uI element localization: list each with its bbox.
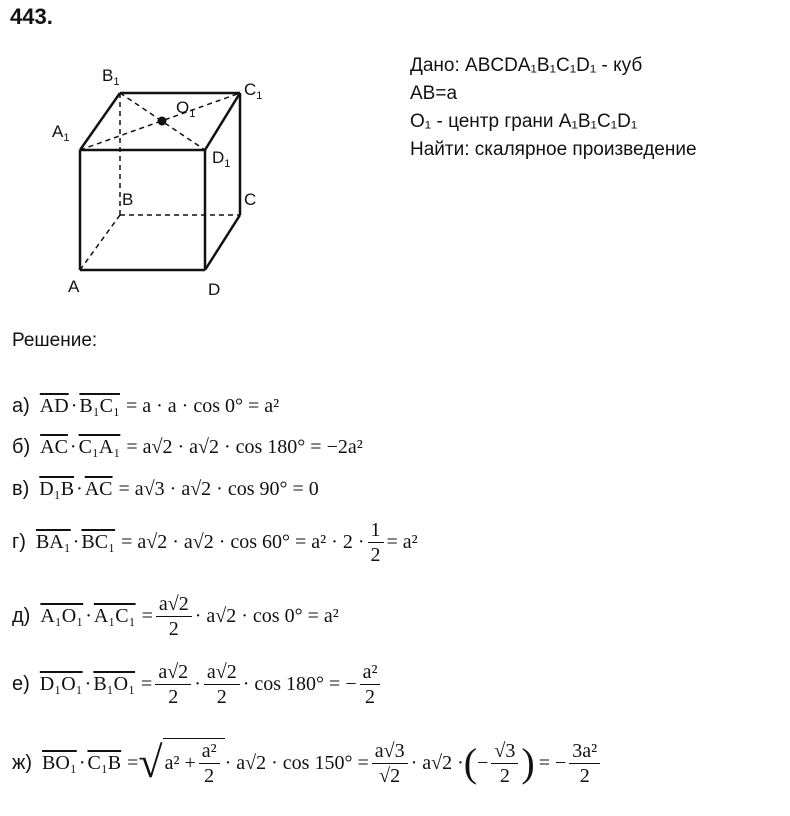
cube-figure (40, 55, 280, 310)
numerator: a√2 (155, 660, 191, 685)
solution-g: ж) BO₁ · C₁B = √ a² + $\frac{\text{a²}}{2}$ · a√2 · cos 150° = $\frac{a√3}{√2}$ · a√2 · ( − $\frac{√3}{2}$ ) = − $\frac{\text{3a²}}{2}$ (12, 738, 603, 788)
label-d-item: г) (12, 531, 26, 553)
vector-1: $\overline{AD}$ (39, 395, 69, 417)
numerator: 1 (368, 518, 384, 543)
edge-a1b1 (80, 93, 120, 150)
edge-c1d1 (205, 93, 240, 150)
label-c-item: в) (12, 478, 30, 500)
fraction-3 (360, 660, 381, 709)
problem-number: 443. (10, 4, 53, 29)
label-a-item: а) (12, 395, 30, 417)
denominator: 2 (168, 618, 179, 640)
fraction-2 (491, 739, 518, 788)
label-a: A (68, 277, 80, 296)
equals: = (141, 605, 153, 627)
numerator: 3a² (569, 739, 600, 764)
expression-part-3: = − (538, 751, 567, 774)
label-o1: $O_1$ (176, 98, 196, 120)
label-d1: $D_1$ (212, 148, 231, 170)
given-line-2: AB=a (410, 83, 458, 104)
vector-1: BA₁ (35, 531, 71, 553)
label-e-item: д) (12, 605, 31, 627)
vector-2: $\overline{AC}$ (84, 478, 113, 500)
solution-d: г) BA₁ · BC₁ = a√2 · a√2 · cos 60° = a² · 2 · $\frac{1}{2}$ = a² (12, 519, 418, 566)
solution-c: в) D₁B · $\overline{AC}$ = a√3 · a√2 · cos 90° = 0 (12, 478, 319, 500)
equals: = (141, 673, 153, 695)
expression-part-1: = a√2 · a√2 · cos 60° = a² · 2 · (121, 531, 365, 553)
point-o1 (158, 117, 167, 126)
denominator: 2 (370, 544, 381, 566)
denominator: 2 (168, 686, 179, 708)
given-line-4: Найти: скалярное произведение (410, 139, 697, 160)
label-b: B (122, 190, 134, 209)
vector-1: $\overline{AC}$ (40, 436, 68, 458)
radicand-fraction (199, 739, 220, 788)
fraction (156, 592, 192, 641)
radical-sign: √ (138, 738, 163, 787)
expression: = a√2 · a√2 · cos 180° = −2a² (126, 436, 363, 458)
vector-2: C₁A₁ (78, 436, 121, 458)
solution-e: д) A₁O₁ · A₁C₁ = $\frac{a√2}{2}$ · a√2 · cos 0° = a² (12, 593, 339, 640)
radicand (163, 738, 225, 788)
vector-2: C₁B (87, 751, 122, 774)
expression-part-1: · a√2 · cos 150° = (224, 751, 369, 774)
label-c: C (244, 190, 257, 209)
numerator: a√2 (204, 660, 240, 685)
vector-1: A₁O₁ (40, 605, 84, 627)
denominator: √2 (379, 764, 401, 787)
numerator: a√2 (156, 592, 192, 617)
right-paren: ) (521, 740, 535, 785)
solution-a: а) $\overline{AD}$ · B₁C₁ = a · a · cos 0° = a² (12, 395, 280, 417)
label-d: D (208, 280, 221, 299)
label-c1: $C_1$ (244, 80, 263, 102)
expression: = a√3 · a√2 · cos 90° = 0 (118, 478, 319, 500)
fraction (368, 518, 384, 567)
label-b-item: б) (12, 436, 31, 458)
edge-ab (80, 215, 120, 270)
denominator: 2 (216, 686, 227, 708)
numerator: √3 (491, 739, 518, 764)
expression: · a√2 · cos 0° = a² (194, 605, 339, 627)
label-f-item: е) (12, 673, 30, 695)
fraction-1 (155, 660, 191, 709)
solution-f: е) D₁O₁ · B₁O₁ = $\frac{a√2}{2}$ · $\frac{a√2}{2}$ · cos 180° = − $\frac{\text{a²}}{2}$ (12, 660, 383, 709)
denominator: 2 (579, 764, 590, 787)
radicand-term: a² + (164, 752, 196, 774)
given-line-3: O₁ - центр грани A₁B₁C₁D₁ (410, 111, 638, 132)
expression-part-2: · a√2 · (410, 751, 464, 774)
vector-1: D₁O₁ (39, 673, 83, 695)
vector-2: BC₁ (81, 531, 116, 553)
left-paren: ( (463, 740, 478, 785)
vector-1: BO₁ (42, 751, 77, 774)
minus-sign: − (477, 751, 489, 774)
denominator: 2 (499, 764, 510, 787)
solution-title: Решение: (12, 330, 98, 351)
denominator: 2 (204, 765, 215, 787)
label-b1: $B_1$ (102, 66, 120, 88)
given-block (410, 52, 697, 164)
numerator: a² (360, 660, 381, 685)
label-g-item: ж) (12, 751, 33, 774)
expression: = a · a · cos 0° = a² (125, 395, 280, 417)
vector-2: B₁O₁ (93, 673, 136, 695)
label-a1: $A_1$ (52, 122, 70, 144)
fraction-2 (204, 660, 240, 709)
numerator: a² (199, 739, 220, 764)
given-line-1: Дано: ABCDA₁B₁C₁D₁ - куб (410, 55, 643, 76)
denominator: 2 (365, 686, 376, 708)
equals: = (127, 751, 139, 774)
numerator: a√3 (372, 739, 408, 764)
expression-part-2: = a² (386, 531, 418, 553)
vector-1: D₁B (39, 478, 75, 500)
vector-2: B₁C₁ (79, 395, 120, 417)
edge-dc (205, 215, 240, 270)
fraction-3 (569, 739, 600, 788)
solution-b: б) $\overline{AC}$ · C₁A₁ = a√2 · a√2 · cos 180° = −2a² (12, 436, 363, 458)
expression: · cos 180° = − (242, 673, 357, 695)
fraction-1 (372, 739, 408, 788)
vector-2: A₁C₁ (93, 605, 136, 627)
